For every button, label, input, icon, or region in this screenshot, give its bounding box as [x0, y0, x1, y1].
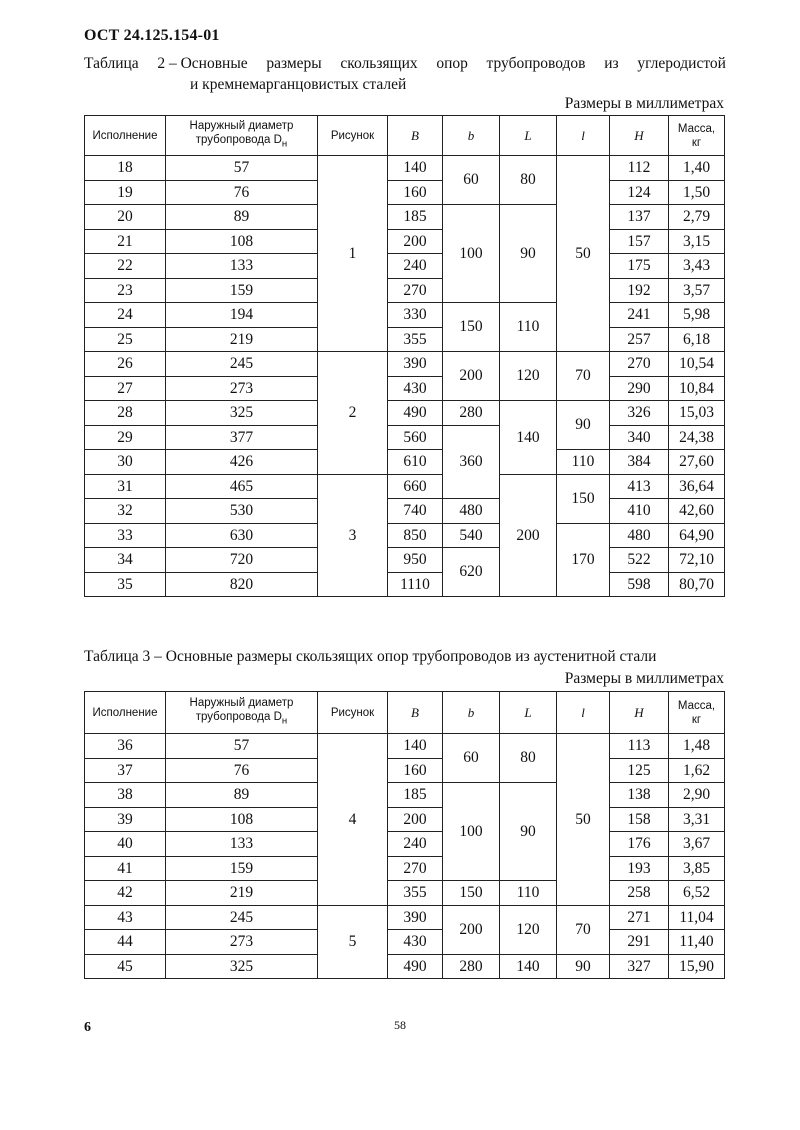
- cell: 271: [610, 905, 669, 930]
- cell: 28: [85, 401, 166, 426]
- table-row: [85, 905, 725, 930]
- cell: 480: [610, 523, 669, 548]
- caption-word: 2 – Основные: [157, 55, 248, 72]
- header-text: Наружный диаметр: [189, 120, 294, 133]
- table-row: [85, 425, 725, 450]
- table-row: [85, 156, 725, 181]
- cell: 1,62: [669, 758, 725, 783]
- cell: 110: [500, 881, 557, 906]
- table-row: [85, 856, 725, 881]
- caption-word: из: [604, 55, 619, 72]
- cell: 89: [166, 783, 318, 808]
- cell: 72,10: [669, 548, 725, 573]
- cell: 660: [388, 474, 443, 499]
- cell: 270: [388, 856, 443, 881]
- cell: 110: [557, 450, 610, 475]
- header-cell: Исполнение: [85, 692, 166, 734]
- merged-cell: 100: [443, 783, 500, 881]
- cell: 125: [610, 758, 669, 783]
- merged-cell: 70: [557, 905, 610, 954]
- header-cell: [669, 692, 725, 734]
- cell: 950: [388, 548, 443, 573]
- cell: 30: [85, 450, 166, 475]
- header-cell: B: [388, 692, 443, 734]
- cell: 430: [388, 930, 443, 955]
- cell: 258: [610, 881, 669, 906]
- cell: 410: [610, 499, 669, 524]
- cell: 112: [610, 156, 669, 181]
- cell: 159: [166, 278, 318, 303]
- cell: 76: [166, 180, 318, 205]
- cell: 33: [85, 523, 166, 548]
- cell: 290: [610, 376, 669, 401]
- table-row: [85, 499, 725, 524]
- cell: 720: [166, 548, 318, 573]
- caption-word: размеры: [266, 55, 322, 72]
- header-text: трубопровода D: [195, 134, 282, 147]
- header-subscript: н: [281, 715, 288, 727]
- cell: 740: [388, 499, 443, 524]
- header-text: Масса,: [677, 699, 716, 712]
- table-row: [85, 376, 725, 401]
- cell: 37: [85, 758, 166, 783]
- table-row: [85, 832, 725, 857]
- merged-cell: 3: [318, 474, 388, 597]
- cell: 194: [166, 303, 318, 328]
- merged-cell: 5: [318, 905, 388, 979]
- cell: 820: [166, 572, 318, 597]
- table-row: [85, 572, 725, 597]
- merged-cell: 80: [500, 156, 557, 205]
- cell: 140: [500, 954, 557, 979]
- header-text: трубопровода D: [195, 711, 282, 724]
- header-text: кг: [691, 713, 702, 726]
- table-row: [85, 930, 725, 955]
- cell: 480: [443, 499, 500, 524]
- header-cell: B: [388, 116, 443, 156]
- cell: 6,18: [669, 327, 725, 352]
- cell: 57: [166, 734, 318, 759]
- cell: 273: [166, 376, 318, 401]
- cell: 137: [610, 205, 669, 230]
- cell: 35: [85, 572, 166, 597]
- cell: 245: [166, 905, 318, 930]
- table-row: [85, 229, 725, 254]
- merged-cell: 200: [500, 474, 557, 597]
- header-cell: l: [557, 116, 610, 156]
- cell: 413: [610, 474, 669, 499]
- cell: 240: [388, 254, 443, 279]
- cell: 241: [610, 303, 669, 328]
- header-cell: H: [610, 116, 669, 156]
- merged-cell: 1: [318, 156, 388, 352]
- merged-cell: 200: [443, 352, 500, 401]
- cell: 19: [85, 180, 166, 205]
- cell: 192: [610, 278, 669, 303]
- table-row: [85, 180, 725, 205]
- table-row: [85, 327, 725, 352]
- cell: 108: [166, 229, 318, 254]
- table3-units: Размеры в миллиметрах: [564, 670, 724, 687]
- cell: 200: [388, 807, 443, 832]
- cell: 24,38: [669, 425, 725, 450]
- table2-caption: [84, 53, 726, 95]
- cell: 270: [610, 352, 669, 377]
- caption-word: опор: [436, 55, 468, 72]
- cell: 340: [610, 425, 669, 450]
- cell: 15,03: [669, 401, 725, 426]
- table-row: [85, 881, 725, 906]
- merged-cell: 140: [500, 401, 557, 475]
- cell: 1,48: [669, 734, 725, 759]
- merged-cell: 2: [318, 352, 388, 475]
- cell: 29: [85, 425, 166, 450]
- table-row: [85, 807, 725, 832]
- cell: 430: [388, 376, 443, 401]
- cell: 270: [388, 278, 443, 303]
- cell: 560: [388, 425, 443, 450]
- table-row: [85, 734, 725, 759]
- header-cell: b: [443, 692, 500, 734]
- cell: 280: [443, 954, 500, 979]
- cell: 10,84: [669, 376, 725, 401]
- cell: 113: [610, 734, 669, 759]
- table-row: [85, 474, 725, 499]
- cell: 44: [85, 930, 166, 955]
- cell: 25: [85, 327, 166, 352]
- header-cell: Рисунок: [318, 692, 388, 734]
- cell: 32: [85, 499, 166, 524]
- cell: 160: [388, 180, 443, 205]
- header-text: Масса,: [677, 122, 716, 135]
- table2-units: Размеры в миллиметрах: [564, 95, 724, 112]
- table-header-row: [85, 116, 725, 156]
- cell: 21: [85, 229, 166, 254]
- cell: 23: [85, 278, 166, 303]
- merged-cell: 100: [443, 205, 500, 303]
- header-text: кг: [691, 136, 702, 149]
- table-row: [85, 401, 725, 426]
- cell: 39: [85, 807, 166, 832]
- cell: 390: [388, 905, 443, 930]
- cell: 42: [85, 881, 166, 906]
- merged-cell: 60: [443, 156, 500, 205]
- cell: 3,57: [669, 278, 725, 303]
- table-row: [85, 450, 725, 475]
- cell: 377: [166, 425, 318, 450]
- cell: 133: [166, 832, 318, 857]
- table-row: [85, 205, 725, 230]
- cell: 1,50: [669, 180, 725, 205]
- merged-cell: 90: [557, 401, 610, 450]
- cell: 45: [85, 954, 166, 979]
- cell: 64,90: [669, 523, 725, 548]
- cell: 850: [388, 523, 443, 548]
- cell: 11,04: [669, 905, 725, 930]
- cell: 40: [85, 832, 166, 857]
- header-cell: [166, 692, 318, 734]
- header-cell: L: [500, 116, 557, 156]
- cell: 522: [610, 548, 669, 573]
- table-row: [85, 783, 725, 808]
- page-number: 58: [394, 1018, 406, 1032]
- cell: 327: [610, 954, 669, 979]
- cell: 326: [610, 401, 669, 426]
- table-row: [85, 278, 725, 303]
- header-text: Наружный диаметр: [189, 697, 294, 710]
- table-row: [85, 254, 725, 279]
- cell: 159: [166, 856, 318, 881]
- cell: 390: [388, 352, 443, 377]
- merged-cell: 120: [500, 352, 557, 401]
- cell: 20: [85, 205, 166, 230]
- table2: [84, 115, 725, 597]
- merged-cell: 620: [443, 548, 500, 597]
- cell: 41: [85, 856, 166, 881]
- merged-cell: 70: [557, 352, 610, 401]
- caption-word: Таблица: [84, 55, 139, 72]
- cell: 157: [610, 229, 669, 254]
- cell: 2,79: [669, 205, 725, 230]
- cell: 11,40: [669, 930, 725, 955]
- cell: 219: [166, 881, 318, 906]
- cell: 5,98: [669, 303, 725, 328]
- header-cell: Исполнение: [85, 116, 166, 156]
- cell: 27,60: [669, 450, 725, 475]
- cell: 150: [443, 881, 500, 906]
- table-row: [85, 548, 725, 573]
- cell: 108: [166, 807, 318, 832]
- table2-caption-line2: и кремнемарганцовистых сталей: [190, 76, 407, 93]
- caption-word: скользящих: [340, 55, 418, 72]
- cell: 124: [610, 180, 669, 205]
- cell: 42,60: [669, 499, 725, 524]
- cell: 530: [166, 499, 318, 524]
- cell: 273: [166, 930, 318, 955]
- table-header-row: [85, 692, 725, 734]
- cell: 133: [166, 254, 318, 279]
- cell: 140: [388, 734, 443, 759]
- cell: 80,70: [669, 572, 725, 597]
- cell: 24: [85, 303, 166, 328]
- merged-cell: 120: [500, 905, 557, 954]
- cell: 10,54: [669, 352, 725, 377]
- cell: 245: [166, 352, 318, 377]
- merged-cell: 360: [443, 425, 500, 499]
- merged-cell: 90: [500, 783, 557, 881]
- cell: 140: [388, 156, 443, 181]
- header-cell: l: [557, 692, 610, 734]
- cell: 598: [610, 572, 669, 597]
- cell: 38: [85, 783, 166, 808]
- cell: 540: [443, 523, 500, 548]
- cell: 355: [388, 327, 443, 352]
- page-section-number: 6: [84, 1020, 91, 1035]
- cell: 3,85: [669, 856, 725, 881]
- cell: 325: [166, 954, 318, 979]
- caption-word: углеродистой: [637, 55, 726, 72]
- table-row: [85, 954, 725, 979]
- merged-cell: 60: [443, 734, 500, 783]
- table3-caption: Таблица 3 – Основные размеры скользящих опор трубопроводов из аустенитной стали: [84, 648, 657, 665]
- cell: 325: [166, 401, 318, 426]
- header-cell: [669, 116, 725, 156]
- table-row: [85, 303, 725, 328]
- cell: 18: [85, 156, 166, 181]
- merged-cell: 50: [557, 156, 610, 352]
- cell: 490: [388, 401, 443, 426]
- merged-cell: 170: [557, 523, 610, 597]
- merged-cell: 150: [557, 474, 610, 523]
- merged-cell: 80: [500, 734, 557, 783]
- cell: 1110: [388, 572, 443, 597]
- header-subscript: н: [281, 138, 288, 150]
- cell: 57: [166, 156, 318, 181]
- merged-cell: 50: [557, 734, 610, 906]
- cell: 426: [166, 450, 318, 475]
- cell: 34: [85, 548, 166, 573]
- cell: 355: [388, 881, 443, 906]
- cell: 138: [610, 783, 669, 808]
- cell: 490: [388, 954, 443, 979]
- caption-word: трубопроводов: [486, 55, 586, 72]
- cell: 43: [85, 905, 166, 930]
- cell: 610: [388, 450, 443, 475]
- merged-cell: 4: [318, 734, 388, 906]
- merged-cell: 150: [443, 303, 500, 352]
- cell: 193: [610, 856, 669, 881]
- cell: 31: [85, 474, 166, 499]
- table3: [84, 691, 725, 979]
- cell: 160: [388, 758, 443, 783]
- cell: 257: [610, 327, 669, 352]
- cell: 330: [388, 303, 443, 328]
- cell: 3,15: [669, 229, 725, 254]
- header-cell: b: [443, 116, 500, 156]
- cell: 76: [166, 758, 318, 783]
- cell: 200: [388, 229, 443, 254]
- cell: 26: [85, 352, 166, 377]
- header-cell: H: [610, 692, 669, 734]
- cell: 630: [166, 523, 318, 548]
- cell: 36,64: [669, 474, 725, 499]
- cell: 176: [610, 832, 669, 857]
- cell: 185: [388, 205, 443, 230]
- cell: 240: [388, 832, 443, 857]
- merged-cell: 200: [443, 905, 500, 954]
- cell: 219: [166, 327, 318, 352]
- cell: 36: [85, 734, 166, 759]
- table-row: [85, 758, 725, 783]
- cell: 158: [610, 807, 669, 832]
- header-cell: L: [500, 692, 557, 734]
- merged-cell: 110: [500, 303, 557, 352]
- table-row: [85, 352, 725, 377]
- cell: 3,31: [669, 807, 725, 832]
- cell: 291: [610, 930, 669, 955]
- cell: 384: [610, 450, 669, 475]
- cell: 89: [166, 205, 318, 230]
- cell: 6,52: [669, 881, 725, 906]
- cell: 1,40: [669, 156, 725, 181]
- cell: 27: [85, 376, 166, 401]
- merged-cell: 90: [500, 205, 557, 303]
- cell: 175: [610, 254, 669, 279]
- cell: 3,43: [669, 254, 725, 279]
- table-row: [85, 523, 725, 548]
- header-cell: Рисунок: [318, 116, 388, 156]
- cell: 15,90: [669, 954, 725, 979]
- cell: 185: [388, 783, 443, 808]
- cell: 465: [166, 474, 318, 499]
- table2-caption-line1: [84, 53, 726, 74]
- document-code: ОСТ 24.125.154-01: [84, 27, 220, 44]
- cell: 22: [85, 254, 166, 279]
- cell: 90: [557, 954, 610, 979]
- cell: 280: [443, 401, 500, 426]
- cell: 3,67: [669, 832, 725, 857]
- header-cell: [166, 116, 318, 156]
- cell: 2,90: [669, 783, 725, 808]
